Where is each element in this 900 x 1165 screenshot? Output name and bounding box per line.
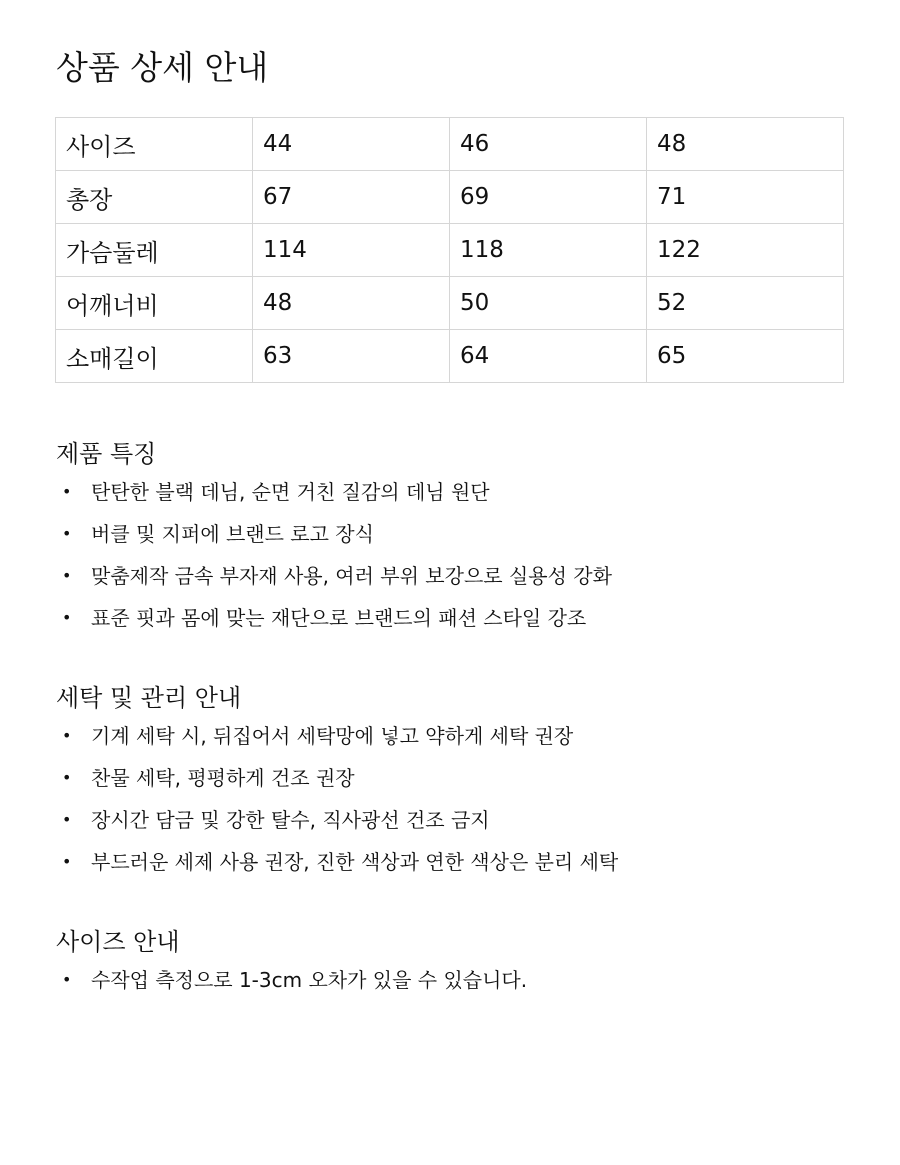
section-title: 제품 특징 [56,440,157,468]
row-label: 가슴둘레 [56,224,253,277]
list-item-text: 버클 및 지퍼에 브랜드 로고 장식 [91,522,374,546]
list-item [56,757,856,799]
table-cell: 71 [647,171,844,224]
list-item [56,513,856,555]
table-cell: 46 [450,118,647,171]
care-list [56,715,856,883]
table-row [56,277,844,330]
features-list [56,471,856,639]
table-cell: 48 [253,277,450,330]
row-label: 사이즈 [56,118,253,171]
section-title: 사이즈 안내 [56,928,180,956]
table-cell: 64 [450,330,647,383]
list-item-text: 기계 세탁 시, 뒤집어서 세탁망에 넣고 약하게 세탁 권장 [91,724,574,748]
list-item-text: 부드러운 세제 사용 권장, 진한 색상과 연한 색상은 분리 세탁 [91,850,619,874]
table-row [56,330,844,383]
table-cell: 65 [647,330,844,383]
list-item-text: 표준 핏과 몸에 맞는 재단으로 브랜드의 패션 스타일 강조 [91,606,587,630]
list-item [56,555,856,597]
table-row [56,224,844,277]
table-cell: 122 [647,224,844,277]
table-cell: 44 [253,118,450,171]
care-section [56,681,856,883]
bullet-icon: • [62,768,72,787]
list-item [56,799,856,841]
list-item [56,715,856,757]
size-guide-section [56,925,856,1001]
bullet-icon: • [62,566,72,585]
row-label: 어깨너비 [56,277,253,330]
section-title: 세탁 및 관리 안내 [56,684,242,712]
list-item [56,959,856,1001]
bullet-icon: • [62,810,72,829]
table-row [56,118,844,171]
table-row [56,171,844,224]
table-cell: 69 [450,171,647,224]
table-cell: 67 [253,171,450,224]
page-title: 상품 상세 안내 [56,48,269,87]
list-item-text: 맞춤제작 금속 부자재 사용, 여러 부위 보강으로 실용성 강화 [91,564,612,588]
list-item [56,841,856,883]
table-cell: 63 [253,330,450,383]
list-item [56,597,856,639]
row-label: 총장 [56,171,253,224]
size-guide-list [56,959,856,1001]
list-item-text: 탄탄한 블랙 데님, 순면 거친 질감의 데님 원단 [91,480,490,504]
bullet-icon: • [62,524,72,543]
table-cell: 50 [450,277,647,330]
row-label: 소매길이 [56,330,253,383]
size-table [55,117,844,383]
bullet-icon: • [62,608,72,627]
bullet-icon: • [62,852,72,871]
table-cell: 52 [647,277,844,330]
bullet-icon: • [62,726,72,745]
bullet-icon: • [62,482,72,501]
list-item [56,471,856,513]
list-item-text: 찬물 세탁, 평평하게 건조 권장 [91,766,355,790]
features-section [56,437,856,639]
list-item-text: 수작업 측정으로 1-3cm 오차가 있을 수 있습니다. [91,968,528,992]
table-cell: 114 [253,224,450,277]
table-cell: 48 [647,118,844,171]
bullet-icon: • [62,970,72,989]
list-item-text: 장시간 담금 및 강한 탈수, 직사광선 건조 금지 [91,808,490,832]
table-cell: 118 [450,224,647,277]
